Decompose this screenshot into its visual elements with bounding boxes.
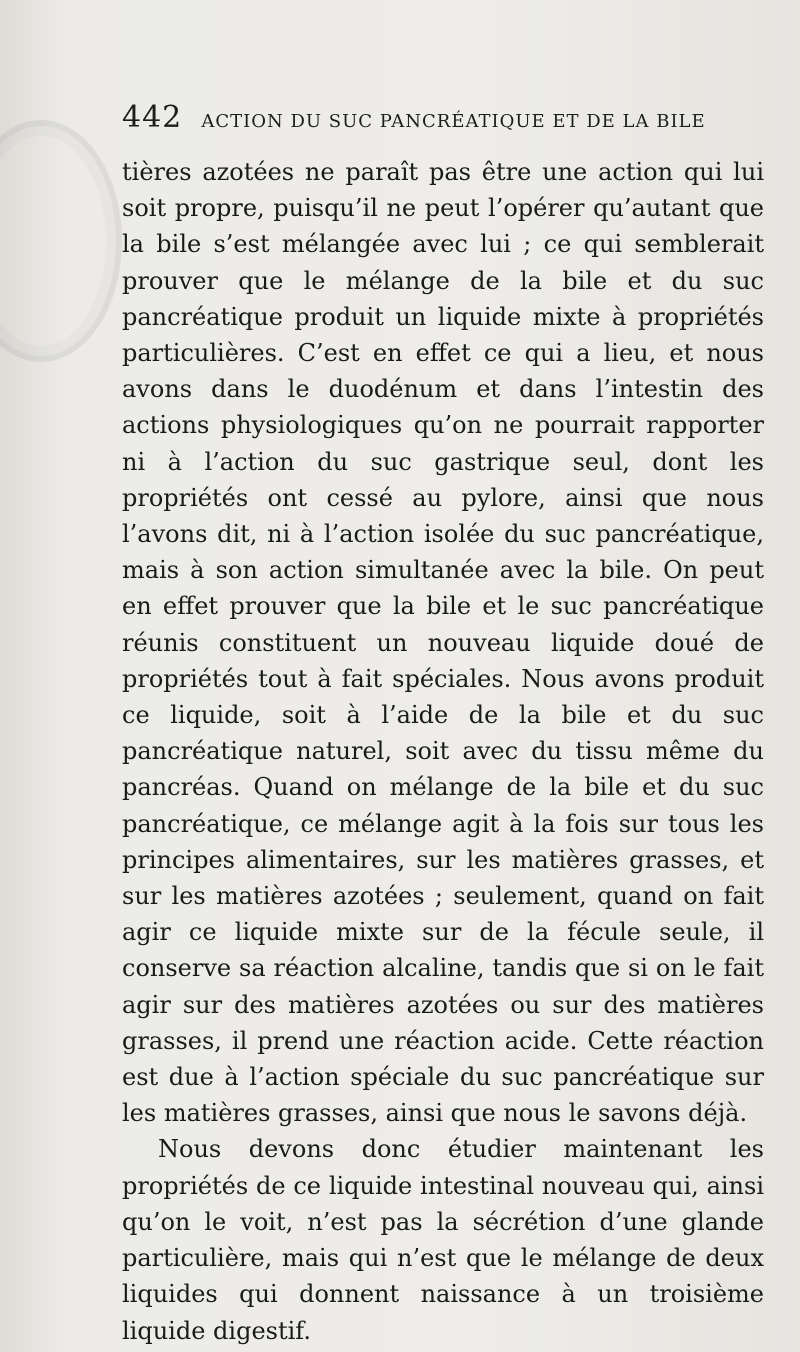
page-body-text — [122, 154, 764, 1349]
running-title: ACTION DU SUC PANCRÉATIQUE ET DE LA BILE — [201, 111, 706, 132]
page-number: 442 — [122, 100, 183, 135]
paragraph-2: Nous devons donc étudier maintenant les propriétés de ce liquide intestinal nouveau qui, ainsi qu’on le voit, n’est pas la sécrétion d’une glande particulière, mais qui n’est que le mélange de deux liquides qui donnent naissance à un troisième liquide digestif. — [122, 1135, 764, 1345]
page-header — [122, 100, 762, 140]
paragraph-1: tières azotées ne paraît pas être une action qui lui soit propre, puisqu’il ne peut l’opérer qu’autant que la bile s’est mélangée avec lui ; ce qui semblerait prouver que le mélange de la bile et du suc pancréatique produit un liquide mixte à propriétés particulières. C’est en effet ce qui a lieu, et nous avons dans le duodénum et dans l’intestin des actions physiologiques qu’on ne pourrait rapporter ni à l’action du suc gastrique seul, dont les propriétés ont cessé au pylore, ainsi que nous l’avons dit, ni à l’action isolée du suc pancréatique, mais à son action simultanée avec la bile. On peut en effet prouver que la bile et le suc pancréatique réunis constituent un nouveau liquide doué de propriétés tout à fait spéciales. Nous avons produit ce liquide, soit à l’aide de la bile et du suc pancréatique naturel, soit avec du tissu même du pancréas. Quand on mélange de la bile et du suc pancréatique, ce mélange agit à la fois sur tous les principes alimentaires, sur les matières grasses, et sur les matières azotées ; seulement, quand on fait agir ce liquide mixte sur de la fécule seule, il conserve sa réaction alcaline, tandis que si on le fait agir sur des matières azotées ou sur des matières grasses, il prend une réaction acide. Cette réaction est due à l’action spéciale du suc pancréatique sur les matières grasses, ainsi que nous le savons déjà. — [122, 158, 764, 1128]
library-stamp-watermark — [0, 120, 122, 362]
